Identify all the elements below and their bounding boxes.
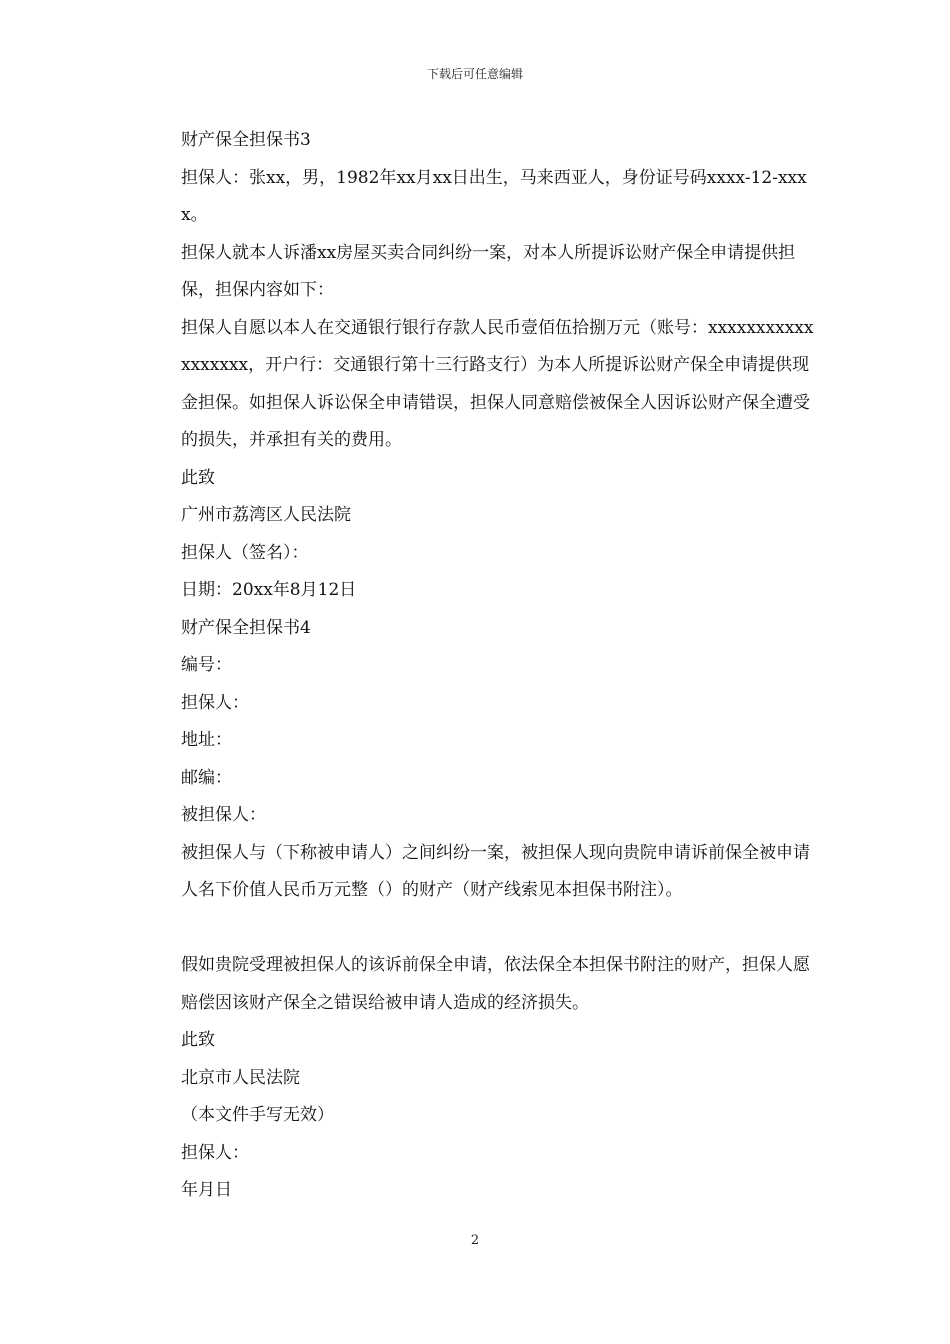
compensation-paragraph: 假如贵院受理被担保人的该诉前保全申请，依法保全本担保书附注的财产，担保人愿赔偿因该财产保全之错误给被申请人造成的经济损失。 bbox=[181, 955, 810, 1013]
guarantor-signature-2: 担保人： bbox=[181, 1142, 249, 1163]
signature-line-1: 担保人（签名）： bbox=[181, 542, 309, 563]
document-body bbox=[145, 122, 815, 1210]
date-line-2: 年月日 bbox=[181, 1180, 232, 1200]
guaranteed-party-field: 被担保人： bbox=[181, 805, 266, 825]
salutation-2: 此致 bbox=[181, 1030, 215, 1050]
blank-line bbox=[145, 910, 815, 948]
address-field: 地址： bbox=[181, 730, 232, 750]
page-number: 2 bbox=[470, 1233, 480, 1248]
guarantee-content-paragraph: 担保人自愿以本人在交通银行银行存款人民币壹佰伍拾捌万元（账号：xxxxxxxxxxxxxxxxxx，开户行：交通银行第十三行路支行）为本人所提诉讼财产保全申请提供现金担保。如担保人诉讼保全申请错误，担保人同意赔偿被保全人因诉讼财产保全遭受的损失，并承担有关的费用。 bbox=[181, 317, 814, 450]
section-title-3: 财产保全担保书3 bbox=[181, 130, 311, 150]
postcode-field: 邮编： bbox=[181, 767, 232, 788]
guarantor-field: 担保人： bbox=[181, 692, 249, 713]
handwritten-invalid-note: （本文件手写无效） bbox=[181, 1105, 334, 1125]
application-paragraph: 被担保人与（下称被申请人）之间纠纷一案，被担保人现向贵院申请诉前保全被申请人名下价值人民币万元整（）的财产（财产线索见本担保书附注）。 bbox=[181, 842, 810, 900]
salutation-1: 此致 bbox=[181, 467, 215, 488]
page-header: 下载后可任意编辑 bbox=[426, 67, 523, 81]
number-field: 编号： bbox=[181, 655, 232, 675]
court-name-2: 北京市人民法院 bbox=[181, 1067, 300, 1088]
date-line-1: 日期：20xx年8月12日 bbox=[181, 580, 357, 600]
case-intro-paragraph: 担保人就本人诉潘xx房屋买卖合同纠纷一案，对本人所提诉讼财产保全申请提供担保，担保内容如下： bbox=[181, 242, 796, 300]
guarantor-info-paragraph: 担保人：张xx，男，1982年xx月xx日出生，马来西亚人，身份证号码xxxx-12-xxxx。 bbox=[181, 167, 807, 225]
section-title-4: 财产保全担保书4 bbox=[181, 617, 311, 638]
court-name-1: 广州市荔湾区人民法院 bbox=[181, 505, 351, 525]
